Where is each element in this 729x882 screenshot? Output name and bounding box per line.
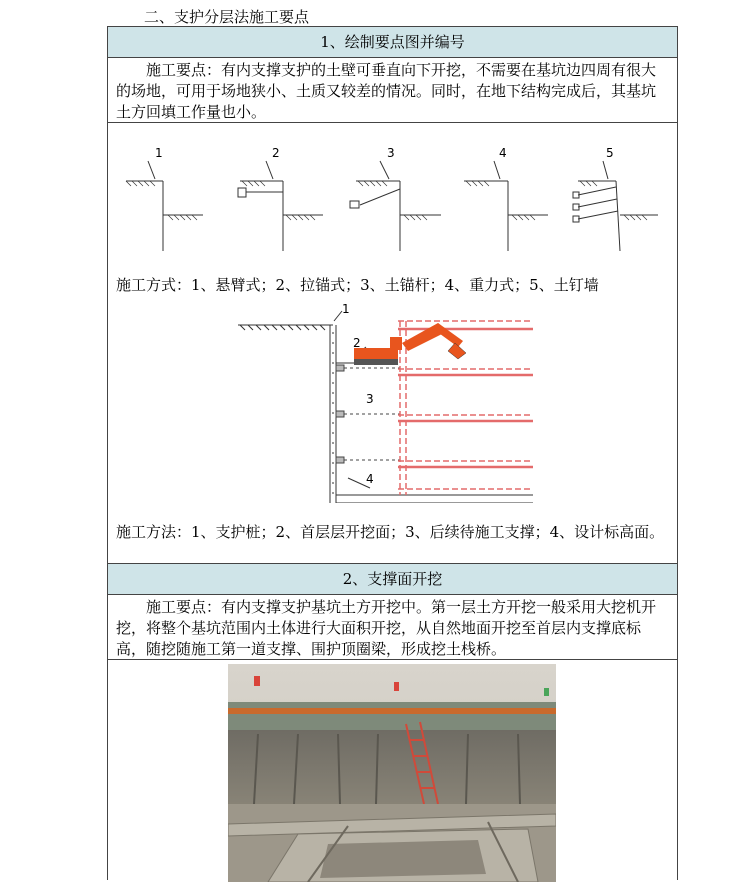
methods-caption: 施工方式：1、悬臂式；2、拉锚式；3、土锚杆；4、重力式；5、土钉墙	[116, 276, 599, 294]
section1-note: 施工要点：有内支撑支护的土壁可垂直向下开挖，不需要在基坑边四周有很大的场地，可用于场地狭小、土质又较差的情况。同时，在地下结构完成后，其基坑土方回填工作量也小。	[116, 61, 657, 121]
section-label-2: 2	[353, 336, 361, 350]
diagram-number-4: 4	[499, 146, 507, 160]
process-caption: 施工方法：1、支护桩；2、首层层开挖面；3、后续待施工支撑；4、设计标高面。	[116, 523, 665, 541]
diagram-number-2: 2	[272, 146, 280, 160]
diagram-number-1: 1	[155, 146, 163, 160]
photo-cell	[108, 659, 677, 880]
section2-note: 施工要点：有内支撑支护基坑土方开挖中。第一层土方开挖一般采用大挖机开挖，将整个基坑范围内土体进行大面积开挖，从自然地面开挖至首层内支撑底标高，随挖随施工第一道支撑、围护顶圈梁，形成挖土栈桥。	[116, 598, 657, 658]
excavation-section-diagram	[108, 303, 677, 503]
page-heading: 二、支护分层法施工要点	[144, 8, 310, 26]
construction-table	[107, 26, 678, 880]
section-label-1: 1	[342, 303, 350, 316]
support-types-diagram	[108, 143, 677, 273]
section-label-4: 4	[366, 472, 374, 486]
figure-cell	[108, 122, 677, 563]
excavation-site-photo	[228, 664, 556, 882]
section1-title: 1、绘制要点图并编号	[108, 26, 677, 58]
section-label-3: 3	[366, 392, 374, 406]
diagram-number-5: 5	[606, 146, 614, 160]
section2-title: 2、支撑面开挖	[108, 563, 677, 595]
diagram-number-3: 3	[387, 146, 395, 160]
